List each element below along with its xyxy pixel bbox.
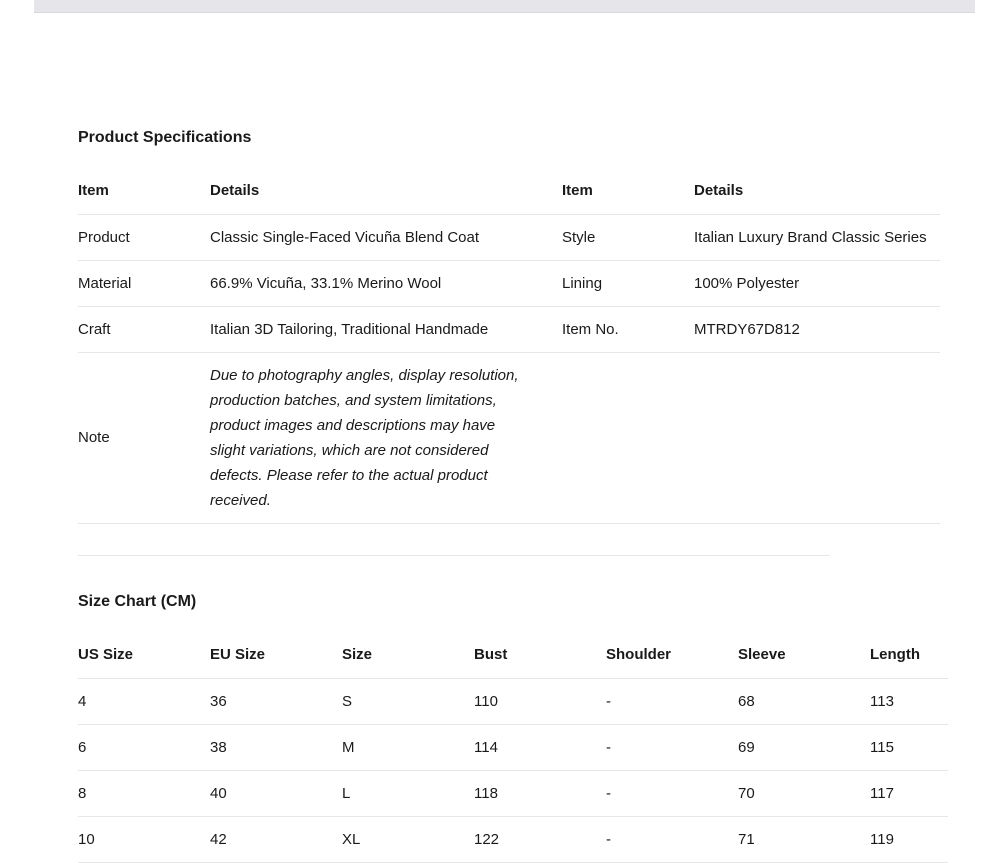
spec-header-item: Item (562, 182, 593, 200)
spec-item-label: Style (562, 228, 596, 246)
spec-header-details: Details (210, 182, 260, 200)
spec-row (78, 306, 940, 352)
shoulder-cell: - (606, 830, 611, 848)
size-row (78, 678, 948, 724)
header-sleeve: Sleeve (738, 646, 786, 664)
spec-item-value: MTRDY67D812 (694, 320, 800, 338)
bust-cell: 122 (474, 830, 500, 848)
bust-cell: 118 (474, 784, 498, 802)
empty-cell (694, 352, 940, 523)
spec-item-value: Italian Luxury Brand Classic Series (694, 228, 927, 246)
header-shoulder: Shoulder (606, 646, 672, 664)
note-label: Note (78, 429, 110, 446)
size-cell: L (342, 784, 351, 802)
header-bust: Bust (474, 646, 508, 664)
spec-item-value: Italian 3D Tailoring, Traditional Handmade (210, 320, 489, 338)
header-us-size: US Size (78, 646, 134, 664)
shoulder-cell: - (606, 692, 611, 710)
spec-section-title: Product Specifications (78, 129, 252, 146)
sleeve-cell: 71 (738, 830, 755, 848)
spec-item-label: Craft (78, 320, 111, 338)
empty-cell (562, 352, 694, 523)
eu-size-cell: 42 (210, 830, 227, 848)
length-cell: 117 (870, 784, 894, 802)
size-header-row (78, 632, 948, 678)
length-cell: 115 (870, 738, 894, 756)
spec-row (78, 214, 940, 260)
section-divider (78, 555, 830, 556)
header-eu-size: EU Size (210, 646, 266, 664)
shoulder-cell: - (606, 738, 611, 756)
sleeve-cell: 68 (738, 692, 755, 710)
spec-header-details: Details (694, 182, 744, 200)
eu-size-cell: 36 (210, 692, 227, 710)
header-length: Length (870, 646, 920, 664)
top-image-strip (34, 0, 975, 13)
shoulder-cell: - (606, 784, 611, 802)
size-row (78, 724, 948, 770)
header-size: Size (342, 646, 373, 664)
spec-row (78, 260, 940, 306)
size-row (78, 816, 948, 862)
spec-item-label: Item No. (562, 320, 619, 338)
spec-item-value: 66.9% Vicuña, 33.1% Merino Wool (210, 274, 442, 292)
note-cell (210, 352, 562, 523)
size-chart-title: Size Chart (CM) (78, 593, 197, 610)
us-size-cell: 4 (78, 692, 87, 710)
note-text: Due to photography angles, display resolution, production batches, and system limitations, product images and descriptions may have slight variations, which are not considered defects. Please refer to the actual product received. (210, 366, 519, 509)
bust-cell: 114 (474, 738, 498, 756)
sleeve-cell: 70 (738, 784, 755, 802)
us-size-cell: 8 (78, 784, 87, 802)
sleeve-cell: 69 (738, 738, 755, 756)
size-cell: S (342, 692, 353, 710)
spec-table (78, 168, 940, 524)
spec-header-row (78, 168, 940, 214)
spec-item-value: 100% Polyester (694, 274, 800, 292)
length-cell: 119 (870, 830, 894, 848)
eu-size-cell: 40 (210, 784, 227, 802)
spec-item-label: Product (78, 228, 130, 246)
spec-item-value: Classic Single-Faced Vicuña Blend Coat (210, 228, 480, 246)
bust-cell: 110 (474, 692, 498, 710)
size-cell: XL (342, 830, 361, 848)
spec-header-item: Item (78, 182, 109, 200)
us-size-cell: 6 (78, 738, 87, 756)
us-size-cell: 10 (78, 830, 95, 848)
size-cell: M (342, 738, 355, 756)
spec-item-label: Material (78, 274, 132, 292)
length-cell: 113 (870, 692, 894, 710)
size-row (78, 770, 948, 816)
spec-note-row (78, 352, 940, 523)
eu-size-cell: 38 (210, 738, 227, 756)
spec-item-label: Lining (562, 274, 603, 292)
size-chart-table (78, 632, 948, 863)
